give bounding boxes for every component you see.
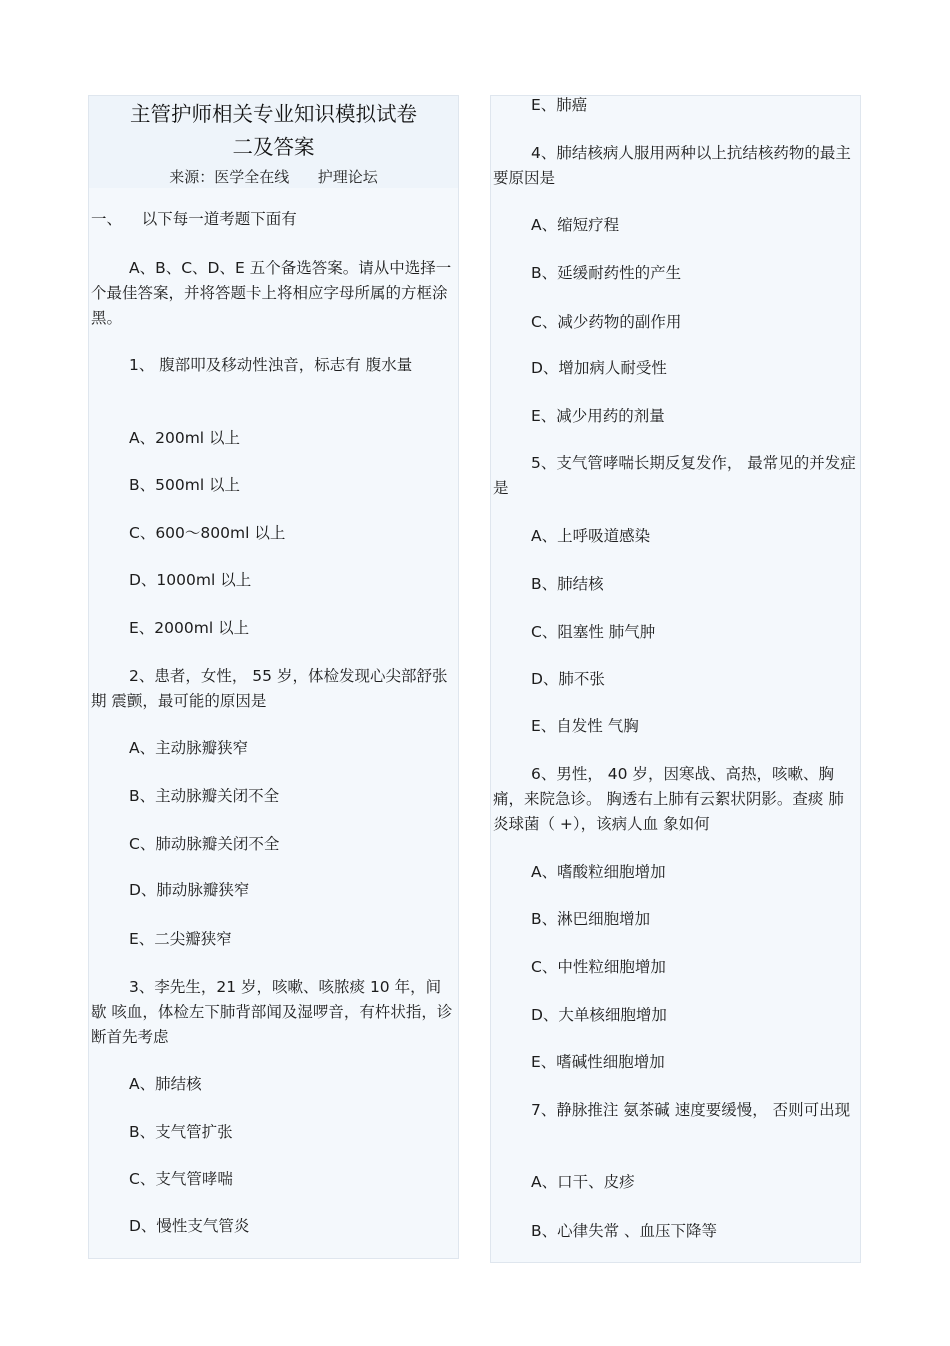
q3-option-a: A、肺结核: [129, 1075, 202, 1093]
q4-option-a: A、缩短疗程: [531, 216, 620, 234]
q2-option-d: D、肺动脉瓣狭窄: [129, 881, 250, 899]
q7-option-b: B、心律失常 、血压下降等: [531, 1222, 718, 1240]
question-3-stem: 3、李先生，21 岁，咳嗽、咳脓痰 10 年，间歇 咳血，体检左下肺背部闻及湿啰音，有杵状指，诊断首先考虑: [91, 978, 453, 1046]
question-4-stem: 4、肺结核病人服用两种以上抗结核药物的最主要原因是: [493, 144, 851, 187]
q3-option-b: B、支气管扩张: [129, 1123, 233, 1141]
right-column: [490, 95, 861, 1263]
q4-option-e: E、减少用药的剂量: [531, 407, 665, 425]
page-title-line2: 二及答案: [232, 135, 315, 159]
section-heading: 一、 以下每一道考题下面有: [91, 210, 297, 228]
q6-option-d: D、大单核细胞增加: [531, 1006, 667, 1024]
question-2-stem: 2、患者，女性， 55 岁，体检发现心尖部舒张期 震颤，最可能的原因是: [91, 667, 448, 710]
q6-option-b: B、淋巴细胞增加: [531, 910, 651, 928]
q1-option-a: A、200ml 以上: [129, 429, 241, 447]
q1-option-d: D、1000ml 以上: [129, 571, 252, 589]
q1-option-c: C、600～800ml 以上: [129, 524, 286, 542]
q5-option-b: B、肺结核: [531, 575, 604, 593]
q6-option-e: E、嗜碱性细胞增加: [531, 1053, 665, 1071]
q3-option-d: D、慢性支气管炎: [129, 1217, 250, 1235]
section-instruction: A、B、C、D、E 五个备选答案。请从中选择一个最佳答案，并将答题卡上将相应字母所属的方框涂黑。: [91, 259, 452, 327]
question-5-stem: 5、支气管哮喘长期反复发作， 最常见的并发症是: [493, 454, 856, 497]
q2-option-c: C、肺动脉瓣关闭不全: [129, 835, 280, 853]
q2-option-e: E、二尖瓣狭窄: [129, 930, 232, 948]
q5-option-d: D、肺不张: [531, 670, 605, 688]
question-1-stem: 1、 腹部叩及移动性浊音，标志有 腹水量: [129, 356, 413, 374]
question-7-stem: 7、静脉推注 氨茶碱 速度要缓慢， 否则可出现: [531, 1101, 851, 1119]
left-column: [88, 95, 459, 1259]
q4-option-d: D、增加病人耐受性: [531, 359, 667, 377]
q1-option-b: B、500ml 以上: [129, 476, 241, 494]
q5-option-a: A、上呼吸道感染: [531, 527, 651, 545]
q2-option-a: A、主动脉瓣狭窄: [129, 739, 249, 757]
q5-option-e: E、自发性 气胸: [531, 717, 639, 735]
q3-option-c: C、支气管哮喘: [129, 1170, 233, 1188]
q6-option-c: C、中性粒细胞增加: [531, 958, 666, 976]
title-block: [89, 96, 458, 188]
q3-option-e: E、肺癌: [531, 96, 588, 114]
q5-option-c: C、阻塞性 肺气肿: [531, 623, 656, 641]
q6-option-a: A、嗜酸粒细胞增加: [531, 863, 666, 881]
q2-option-b: B、主动脉瓣关闭不全: [129, 787, 280, 805]
page-title: 主管护师相关专业知识模拟试卷: [130, 102, 417, 126]
q1-option-e: E、2000ml 以上: [129, 619, 250, 637]
q4-option-b: B、延缓耐药性的产生: [531, 264, 682, 282]
question-6-stem: 6、男性， 40 岁，因寒战、高热，咳嗽、胸痛，来院急诊。 胸透右上肺有云絮状阴影。查痰 肺炎球菌（ +），该病人血 象如何: [493, 765, 844, 833]
q7-option-a: A、口干、皮疹: [531, 1173, 635, 1191]
q4-option-c: C、减少药物的副作用: [531, 313, 682, 331]
source-line: 来源：医学全在线 护理论坛: [169, 168, 378, 186]
